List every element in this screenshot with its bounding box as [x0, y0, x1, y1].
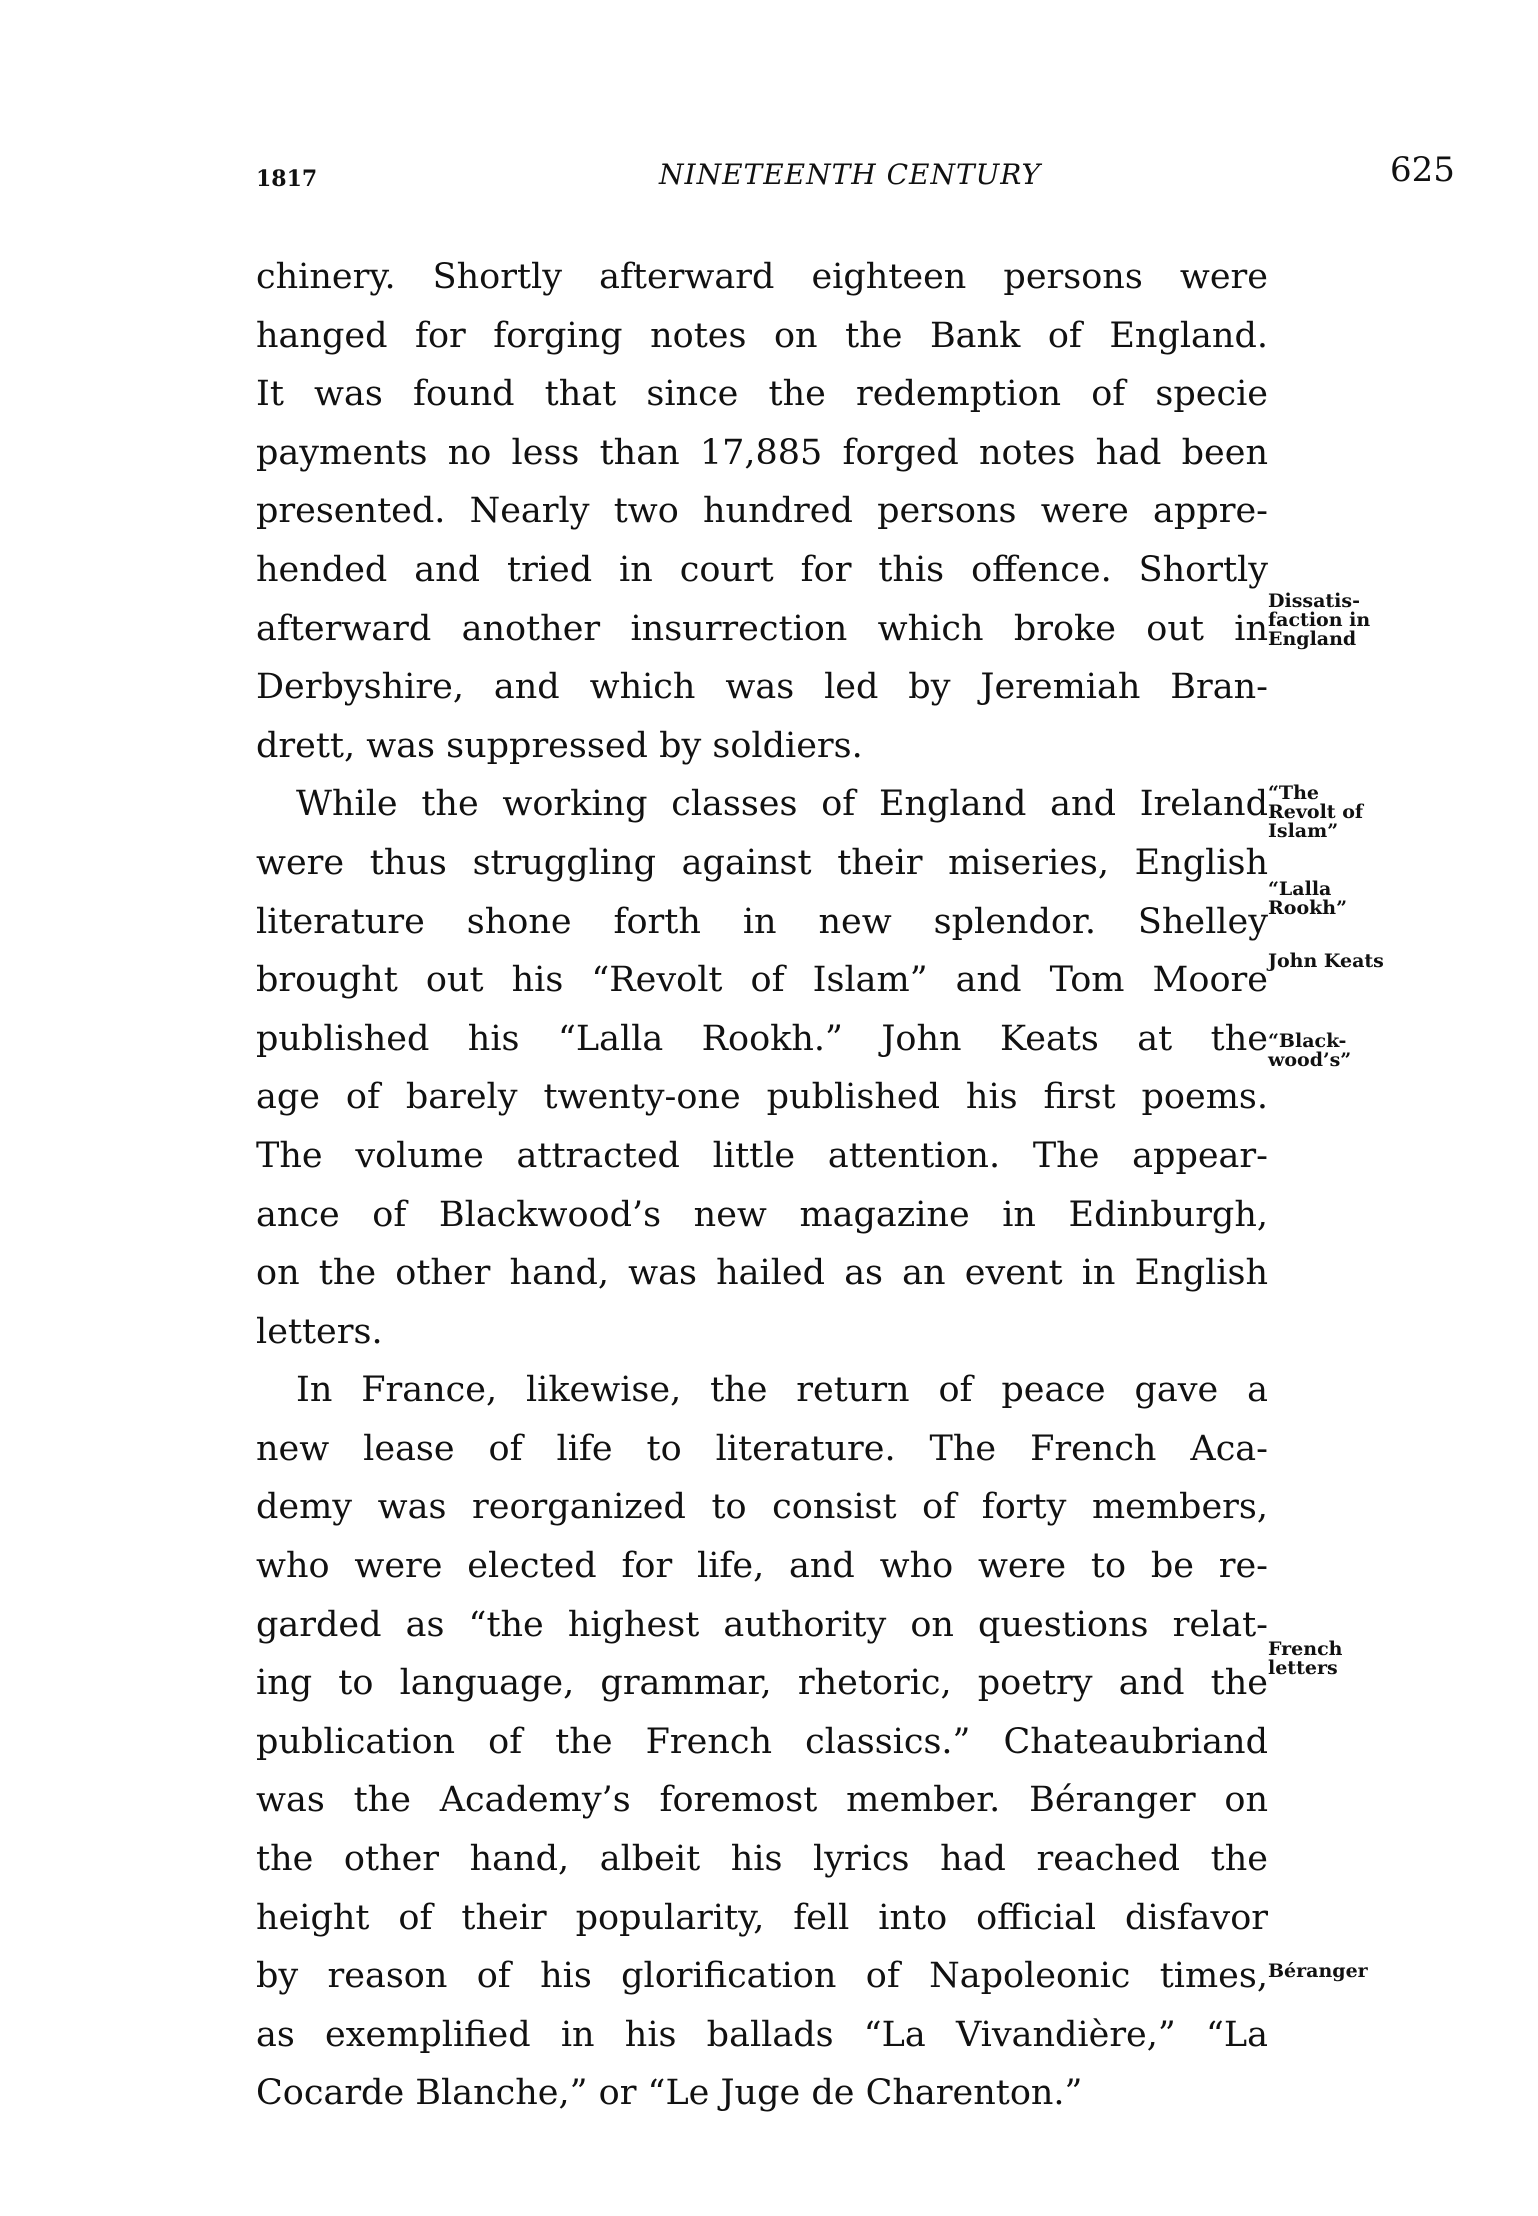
text-line: letters.: [256, 1311, 383, 1352]
text-line: hanged for forging notes on the Bank of England.: [256, 315, 1268, 356]
text-line: While the working classes of England and Ireland: [296, 784, 1268, 825]
text-line: was the Academy’s foremost member. Béranger on: [256, 1780, 1268, 1821]
text-line: were thus struggling against their miseries, English: [256, 842, 1268, 883]
text-line: age of barely twenty-one published his first poems.: [256, 1077, 1268, 1118]
text-line: It was found that since the redemption of specie: [256, 374, 1268, 415]
text-line: ing to language, grammar, rhetoric, poetry and the: [256, 1663, 1268, 1704]
text-line: payments no less than 17,885 forged notes had been: [256, 432, 1268, 473]
text-line: Cocarde Blanche,” or “Le Juge de Charenton.”: [256, 2073, 1083, 2114]
text-line: ance of Blackwood’s new magazine in Edinburgh,: [256, 1194, 1268, 1235]
text-line: hended and tried in court for this offence. Shortly: [256, 549, 1268, 590]
running-head-title: NINETEENTH CENTURY: [659, 158, 1041, 191]
margin-note-john-keats: John Keats: [1268, 950, 1384, 972]
text-line: brought out his “Revolt of Islam” and Tom Moore: [256, 960, 1268, 1001]
page-number: 625: [1390, 150, 1455, 190]
text-line: by reason of his glorification of Napoleonic times,: [256, 1956, 1268, 1997]
body-text: [256, 248, 1268, 2123]
text-line: published his “Lalla Rookh.” John Keats at the: [256, 1018, 1268, 1059]
margin-note-blackwoods: “Black- wood’s”: [1268, 1030, 1352, 1071]
running-head-year: 1817: [256, 166, 318, 192]
text-line: Derbyshire, and which was led by Jeremiah Bran-: [256, 667, 1268, 708]
text-line: height of their popularity, fell into official disfavor: [256, 1897, 1268, 1938]
text-line: The volume attracted little attention. The appear-: [256, 1135, 1268, 1176]
text-line: the other hand, albeit his lyrics had reached the: [256, 1839, 1268, 1880]
margin-note-lalla-rookh: “Lalla Rookh”: [1268, 878, 1348, 919]
margin-note-revolt-of-islam: “The Revolt of Islam”: [1268, 782, 1364, 842]
text-line: new lease of life to literature. The French Aca-: [256, 1428, 1268, 1469]
text-line: presented. Nearly two hundred persons were appre-: [256, 491, 1268, 532]
text-line: literature shone forth in new splendor. Shelley: [256, 901, 1268, 942]
margin-note-dissatisfaction: Dissatis- faction in England: [1268, 590, 1371, 650]
text-line: publication of the French classics.” Chateaubriand: [256, 1721, 1268, 1762]
text-line: demy was reorganized to consist of forty members,: [256, 1487, 1268, 1528]
margin-note-beranger: Béranger: [1268, 1960, 1368, 1982]
text-line: on the other hand, was hailed as an event in English: [256, 1253, 1268, 1294]
text-line: garded as “the highest authority on questions relat-: [256, 1604, 1268, 1645]
text-line: In France, likewise, the return of peace gave a: [296, 1370, 1268, 1411]
text-line: drett, was suppressed by soldiers.: [256, 725, 863, 766]
margin-note-french-letters: French letters: [1268, 1638, 1343, 1679]
text-line: who were elected for life, and who were to be re-: [256, 1546, 1268, 1587]
text-line: chinery. Shortly afterward eighteen persons were: [256, 257, 1268, 297]
text-line: afterward another insurrection which broke out in: [256, 608, 1268, 649]
text-line: as exemplified in his ballads “La Vivandière,” “La: [256, 2014, 1268, 2055]
